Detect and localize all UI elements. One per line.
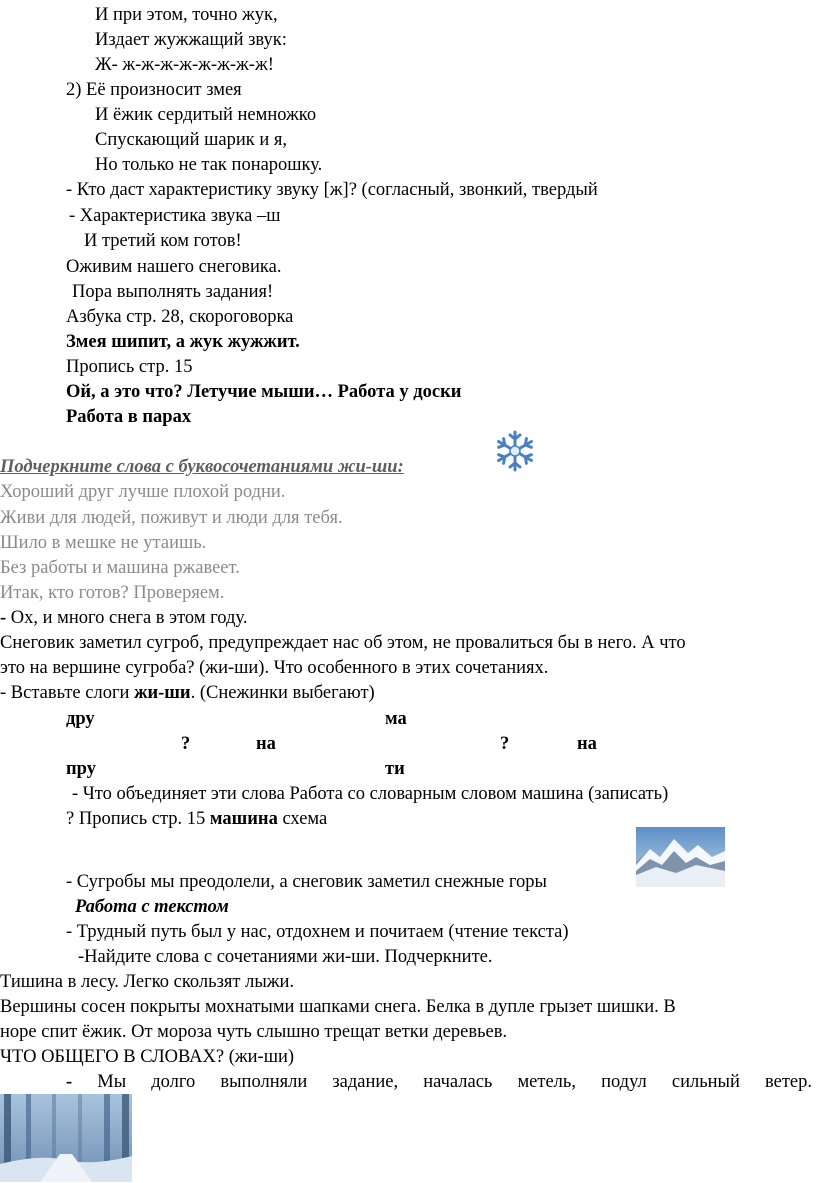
proverb: Шило в мешке не утаишь. <box>0 533 207 553</box>
proverb: Итак, кто готов? Проверяем. <box>0 583 225 603</box>
poem-line: 2) Её произносит змея <box>66 80 242 100</box>
task-heading: Подчеркните слова с буквосочетаниями жи-ши: <box>0 457 404 477</box>
word-fragment: дру <box>66 709 95 729</box>
dash: - <box>66 1072 73 1092</box>
mountains-line: - Сугробы мы преодолели, а снеговик заметил снежные горы <box>66 872 547 892</box>
mountains-line: -Найдите слова с сочетаниями жи-ши. Подчеркните. <box>78 947 493 967</box>
poem-line: Но только не так понарошку. <box>95 155 323 175</box>
text-work-heading: Работа с текстом <box>75 897 229 917</box>
snow-line: Снеговик заметил сугроб, предупреждает нас об этом, не провалиться бы в него. А что <box>0 633 686 653</box>
word-fragment: ? <box>181 734 191 754</box>
story-line: Вершины сосен покрыты мохнатыми шапками снега. Белка в дупле грызет шишки. В <box>0 997 676 1017</box>
snowy-mountains-image <box>636 827 725 887</box>
pairs-line: Работа в парах <box>66 407 192 427</box>
insert-syllables-line <box>0 681 375 705</box>
lesson-line: Оживим нашего снеговика. <box>66 257 282 277</box>
story-line: норе спит ёжик. От мороза чуть слышно трещат ветки деревьев. <box>0 1022 508 1042</box>
story-text: Мы долго выполняли задание, началась метель, подул сильный ветер. <box>72 1072 812 1092</box>
word-fragment: ти <box>385 759 405 779</box>
proverb: Хороший друг лучше плохой родни. <box>0 482 286 502</box>
poem-line: И при этом, точно жук, <box>95 5 278 25</box>
insert-text: . (Снежинки выбегают) <box>190 683 375 703</box>
story-question: ЧТО ОБЩЕГО В СЛОВАХ? (жи-ши) <box>0 1047 295 1067</box>
lesson-line: - Кто даст характеристику звуку [ж]? (согласный, звонкий, твердый <box>66 180 598 200</box>
snowflake-icon <box>493 428 537 474</box>
word-fragment: на <box>256 734 276 754</box>
poem-line: Издает жужжащий звук: <box>95 30 287 50</box>
vocab-word: машина <box>209 809 278 829</box>
poem-line: И ёжик сердитый немножко <box>95 105 317 125</box>
lesson-line: Пора выполнять задания! <box>72 282 274 302</box>
dash: - <box>0 608 7 628</box>
snowy-forest-image <box>0 1094 132 1182</box>
word-fragment: ? <box>500 734 510 754</box>
insert-text: - Вставьте слоги <box>0 683 135 703</box>
word-fragment: ма <box>385 709 407 729</box>
poem-line: Спускающий шарик и я, <box>95 130 287 150</box>
mountains-line: - Трудный путь был у нас, отдохнем и почитаем (чтение текста) <box>66 922 569 942</box>
snow-line: это на вершине сугроба? (жи-ши). Что особенного в этих сочетаниях. <box>0 658 549 678</box>
syllables: жи-ши <box>134 683 191 703</box>
lesson-line: И третий ком готов! <box>84 231 242 251</box>
lesson-line: Пропись стр. 15 <box>66 357 193 377</box>
word-fragment: пру <box>66 759 96 779</box>
vocab-line <box>66 807 327 831</box>
vocab-text: схема <box>277 809 328 829</box>
snow-text: Ох, и много снега в этом году. <box>6 608 248 628</box>
poem-line: Ж- ж-ж-ж-ж-ж-ж-ж-ж! <box>95 55 274 75</box>
tongue-twister: Змея шипит, а жук жужжит. <box>66 332 300 352</box>
proverb: Живи для людей, поживут и люди для тебя. <box>0 508 343 528</box>
lesson-line: Азбука стр. 28, скороговорка <box>66 307 294 327</box>
story-line <box>66 1070 812 1094</box>
vocab-text: ? Пропись стр. 15 <box>66 809 210 829</box>
snow-line <box>0 606 247 630</box>
bats-line: Ой, а это что? Летучие мыши… Работа у доски <box>66 382 462 402</box>
word-fragment: на <box>577 734 597 754</box>
lesson-line: - Характеристика звука –ш <box>69 206 281 226</box>
vocab-line: - Что объединяет эти слова Работа со словарным словом машина (записать) <box>72 784 669 804</box>
proverb: Без работы и машина ржавеет. <box>0 558 240 578</box>
story-line: Тишина в лесу. Легко скользят лыжи. <box>0 972 295 992</box>
